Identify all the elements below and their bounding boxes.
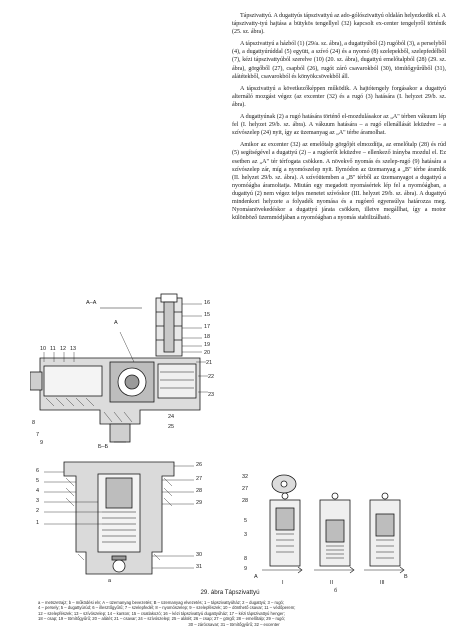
- label-num-11: 11: [50, 346, 56, 352]
- label-space-b: B: [404, 574, 408, 580]
- section-aa-svg: [30, 292, 220, 452]
- figure-caption: 29. ábra Tápszivattyú: [200, 589, 260, 596]
- label-num-15: 15: [204, 312, 211, 318]
- label-num-28: 28: [196, 488, 203, 494]
- label-num-5: 5: [36, 478, 40, 484]
- label-num-21: 21: [206, 360, 213, 366]
- label-num-26: 26: [196, 462, 203, 468]
- body-text-column: [232, 12, 446, 226]
- label-num-3: 3: [36, 498, 40, 504]
- label-num-25: 25: [168, 424, 175, 430]
- paragraph-2: A tápszivattyú a házból (1) (29/a. sz. ábra), a dugattyúból (2) rugóból (3), a perselyből (4), a dugattyúrúddal (5) együtt, a szívó (24) és a nyomó (8) szelepekből, szelepfedélből (7), kézi tápszivattyúból szerelve (10) (20. sz. ábra), dugattyú emelőtalpból (28) (29. sz. ábra), görgőből (27), csapból (26), rugót záró csavarokból (30), tömítőgyűrűből (31), alátétekből, csavarokból és könyökcsövekből áll.: [232, 41, 446, 80]
- figure-legend: [38, 600, 430, 627]
- section-aa-drawing: [30, 292, 220, 452]
- label-section-aa: A–A: [86, 300, 97, 306]
- principle-svg: [262, 470, 412, 582]
- label-num-9: 9: [40, 440, 44, 446]
- label-num-8: 8: [32, 420, 36, 426]
- legend-line-2: 4 – persely; 5 – dugattyúrúd; 6 – illesztőgyűrű; 7 – szelepfedél; 8 – nyomószelep; 9 – szelepfészek; 10 – dönthető csavar; 11 – védőperem;: [38, 605, 296, 611]
- paragraph-5: Amikor az excenter (32) az emelőtalp görgőjét elmozdítja, az emelőtalp (28) és rúd (5) segítségével a dugattyú (2) – a rugóerőt leküzdve – ellenkező irányba mozdul el. Ez esetben az „A" tér térfogata csökken. A növekvő nyomás és szelep-rugó (9) hatására a szívószelep zár, míg a nyomószelep nyit. Ilymódon az üzemanyag a „B" térbe áramlik (II. helyzet 29/b. sz. ábra). A szívóütemben a „B" térből az üzemanyagot a dugattyú a nyomóágba áramoltatja. Miután egy megadott nyomásértek lép fel a nyomóágban, a dugattyú (2) nem végez teljes menetet szívóskor (III. helyzet 29/b. sz. ábra). A dugattyú mindenkori helyzete a folyadék nyomása és a rugóerő egyensúlya határozza meg. Nyomásnövekedéskor a dugattyú járata csökken, illetve megállhat, így a motor különböző üzemmódjában a nyomóágban a nyomás stabilizálható.: [232, 142, 446, 222]
- section-bb-drawing: [44, 452, 194, 580]
- label-num-31: 31: [196, 564, 203, 570]
- operating-principle-drawing: [262, 470, 412, 582]
- label-diag-32: 32: [242, 474, 249, 480]
- label-num-20: 20: [204, 350, 211, 356]
- label-num-1: 1: [36, 520, 40, 526]
- label-num-27: 27: [196, 476, 203, 482]
- paragraph-4: A dugattyúnak (2) a rugó hatására történő el-mozdulásakor az „A" térben vákuum lép fel (I. helyzet 29/b. sz. ábra). A vákuum hatására – a rugó ellenállását leküzdve – a szívószelep (24) nyit, így az üzemanyag az „A" térbe áramolhat.: [232, 114, 446, 137]
- label-section-bb: Б–Б: [98, 444, 109, 450]
- paragraph-1: Tápszivattyú. A dugattyús tápszivattyú az ado-gólószivattyú oldalán helyezkedik el. A tápszivatty-tyú hajtása a bütykös tengellyel (32) kapcsolt ex-center tengelyről történik (25. sz. ábra).: [232, 13, 446, 36]
- label-sub-a: a: [108, 578, 112, 584]
- section-bb-svg: [44, 452, 194, 580]
- label-num-16: 16: [204, 300, 211, 306]
- label-diag-8: 8: [244, 556, 248, 562]
- label-num-13: 13: [70, 346, 77, 352]
- label-diag-27: 27: [242, 486, 249, 492]
- label-num-17: 17: [204, 324, 211, 330]
- label-num-4: 4: [36, 488, 40, 494]
- label-num-29: 29: [196, 500, 203, 506]
- paragraph-3: A tápszivattyú a következőképpen működik. A hajtótengely forgásakor a dugattyú alternáló mozgást végez (az excenter (32) és a rugó (3) hatására (I. helyzet 29/b. sz. ábra).: [232, 85, 446, 108]
- legend-line-4: 18 – csap; 19 – tömítőgyűrű; 20 – alátét; 21 – csavar; 24 – szívószelep; 25 – alátét; 26 – csap; 27 – görgő; 28 – emelőtalp; 29 – rugó;: [38, 616, 285, 622]
- label-num-6: 6: [36, 468, 40, 474]
- label-num-12: 12: [60, 346, 67, 352]
- label-num-19: 19: [204, 342, 211, 348]
- label-view-a: A: [114, 320, 118, 326]
- legend-line-3: 12 – szelepfészek; 13 – szívószelep; 14 – kanton; 15 – csatlakozó; 16 – kézi tápszivattyú dugattyúház; 17 – kézi tápszivattyú henger;: [38, 610, 285, 616]
- label-pos-ii: II: [330, 580, 334, 586]
- label-num-23: 23: [208, 392, 215, 398]
- label-num-7: 7: [36, 432, 40, 438]
- label-num-2: 2: [36, 508, 40, 514]
- label-num-24: 24: [168, 414, 175, 420]
- label-space-a: A: [254, 574, 258, 580]
- label-diag-3: 3: [244, 532, 248, 538]
- label-diag-28: 28: [242, 498, 249, 504]
- label-sub-b: б: [334, 588, 338, 594]
- label-num-30: 30: [196, 552, 203, 558]
- label-diag-5: 5: [244, 518, 248, 524]
- legend-line-5: 30 – zárócsavar; 31 – tömítőgyűrű; 32 – excenter: [188, 621, 280, 627]
- label-num-22: 22: [208, 374, 215, 380]
- label-diag-9: 9: [244, 566, 248, 572]
- label-pos-i: I: [282, 580, 284, 586]
- legend-line-1: a – metszetrajz; b – működési elv; A – üzemanyag bevezetés; B – üzemanyag elvezetés; 1 – tápszivattyúház; 2 – dugattyú; 3 – rugó;: [38, 600, 285, 605]
- label-num-10: 10: [40, 346, 47, 352]
- label-num-18: 18: [204, 334, 211, 340]
- label-pos-iii: III: [380, 580, 385, 586]
